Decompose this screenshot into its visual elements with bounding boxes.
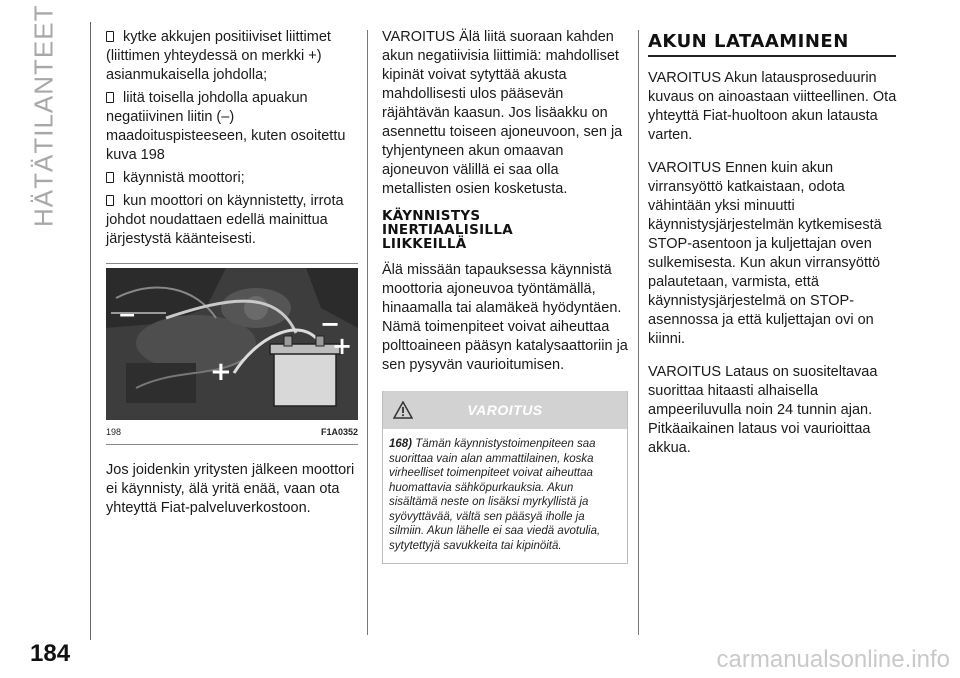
warning-paragraph: VAROITUS Älä liitä suoraan kahden akun negatiivisia liittimiä: mahdolliset kipinät voivat sytyttää akusta mahdollisesti ulos pääsevän räjähtävän kaasun. Jos lisäakku on asennettu toiseen ajoneuvoon, sen ja tyhjentyneen akun omaavan ajoneuvon välillä ei saa olla metallisten osien kosketusta. (382, 29, 623, 197)
list-item: kun moottori on käynnistetty, irrota johdot noudattaen edellä mainittua järjestystä käänteisesti. (106, 193, 344, 247)
column-3 (648, 28, 898, 458)
paragraph: VAROITUS Akun latausproseduurin kuvaus on ainoastaan viitteellinen. Ota yhteyttä Fiat-huoltoon akun latausta varten. (648, 70, 897, 143)
plus-sign-engine: + (210, 357, 232, 387)
minus-sign-engine: − (118, 303, 137, 328)
list-item: käynnistä moottori; (106, 169, 358, 188)
column-1 (106, 28, 358, 518)
figure-number: 198 (106, 427, 122, 437)
plus-sign-battery: + (332, 332, 353, 360)
minus-sign-battery: − (320, 310, 341, 338)
warning-triangle-icon (393, 401, 413, 425)
checkbox-bullet-icon (106, 195, 114, 206)
section-heading: AKUN LATAAMINEN (648, 32, 896, 57)
page-number: 184 (30, 640, 71, 667)
paragraph: VAROITUS Lataus on suositeltavaa suorittaa hitaasti alhaisella ampeeriluvulla noin 24 tunnin ajan. Pitkäaikainen lataus voi vaurioittaa akkua. (648, 364, 878, 456)
list-item: kytke akkujen positiiviset liittimet (liittimen yhteydessä on merkki +) asianmukaisella johdolla; (106, 29, 331, 83)
engine-jumpstart-illustration (106, 268, 358, 420)
watermark: carmanualsonline.info (716, 646, 950, 673)
column-2 (382, 28, 628, 564)
list-item: liitä toisella johdolla apuakun negatiivinen liitin (–) maadoituspisteeseen, kuten osoitettu kuva 198 (106, 90, 346, 163)
figure-code: F1A0352 (320, 427, 358, 437)
column-divider-1 (367, 30, 368, 635)
warning-box (382, 391, 628, 564)
warning-text: Tämän käynnistystoimenpiteen saa suorittaa vain alan ammattilainen, koska virheelliset toimenpiteet voivat aiheuttaa huomattavia sähköpurkauksia. Akun sisältämä neste on lisäksi myrkyllistä ja syövyttävää, vältä sen pääsyä iholle ja silmiin. Akun lähelle ei saa viedä avotulia, sytytettyjä savukkeita tai kipinöitä. (389, 438, 601, 552)
section-heading: KÄYNNISTYS INERTIAALISILLA LIIKKEILLÄ (382, 208, 513, 252)
warning-title: VAROITUS (467, 401, 543, 418)
section-title-vertical: HÄTÄTILANTEET (28, 4, 59, 228)
note-reference: 168) (389, 438, 413, 450)
checkbox-bullet-icon (106, 172, 114, 183)
figure-198 (106, 263, 358, 445)
checkbox-bullet-icon (106, 92, 114, 103)
paragraph: Älä missään tapauksessa käynnistä moottoria ajoneuvoa työntämällä, hinaamalla tai alamäkeä hyödyntäen. Nämä toimenpiteet voivat aiheuttaa polttoaineen pääsyn katalysaattoriin ja sen pysyvän vaurioitumisen. (382, 262, 628, 373)
sidebar-divider (90, 22, 91, 640)
paragraph: Jos joidenkin yritysten jälkeen moottori ei käynnisty, älä yritä enää, vaan ota yhteyttä Fiat-palveluverkostoon. (106, 462, 355, 516)
checkbox-bullet-icon (106, 31, 114, 42)
column-divider-2 (638, 30, 639, 635)
paragraph: VAROITUS Ennen kuin akun virransyöttö katkaistaan, odota vähintään yksi minuutti käynnistysjärjestelmän kytkemisestä STOP-asentoon ja kuljettajan oven sulkemisesta. Kun akun virransyöttö palautetaan, varmista, että käynnistysjärjestelmä on STOP-asennossa ja että kuljettajan ovi on kiinni. (648, 160, 882, 347)
